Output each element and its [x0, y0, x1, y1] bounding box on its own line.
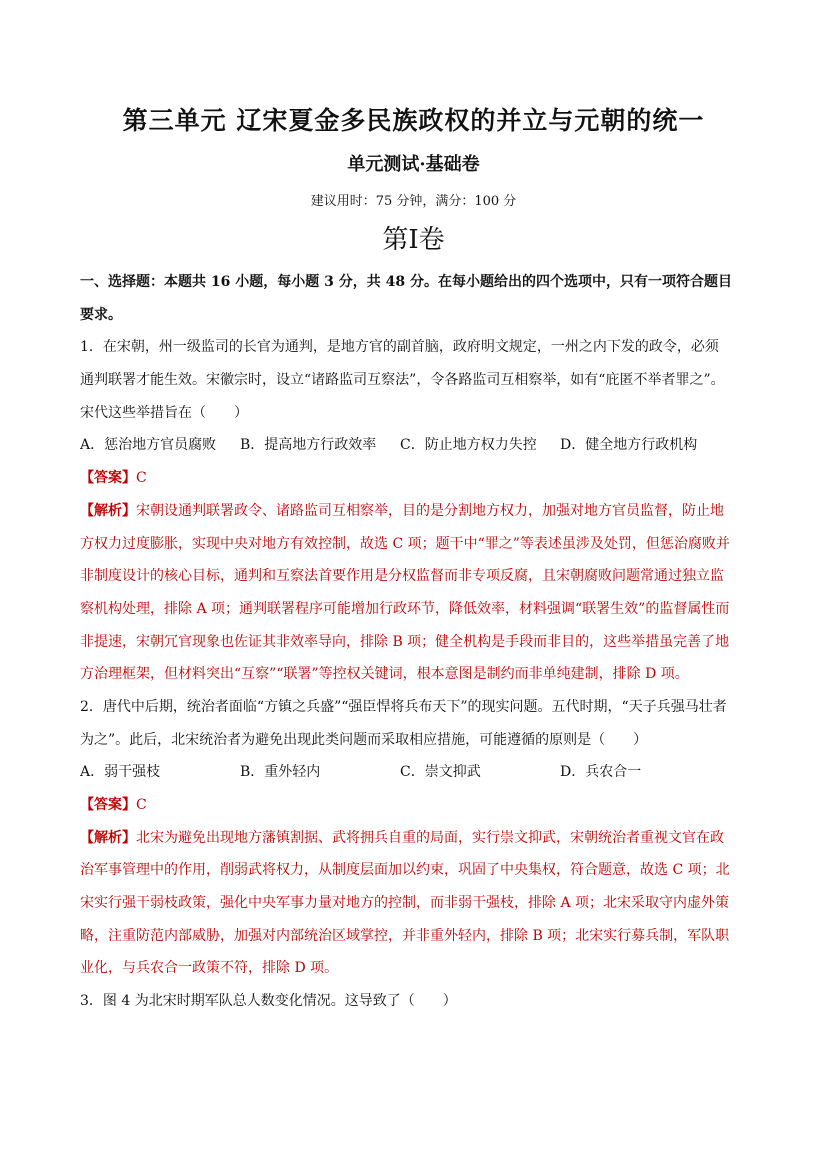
q2-analysis-line-4: 略，注重防范内部威胁，加强对内部统治区域掌控，并非重外轻内，排除 B 项；北宋实行募兵制，军队职	[80, 927, 730, 944]
q1-analysis-text-1: 宋朝设通判联署政令、诸路监司互相察举，目的是分割地方权力，加强对地方官员监督，防止地	[136, 502, 724, 519]
analysis-tag: 【解析】	[80, 502, 136, 519]
q2-stem-line-2: 为之”。此后，北宋统治者为避免出现此类问题而采取相应措施，可能遵循的原则是（ ）	[80, 731, 648, 748]
q2-option-d: D．兵农合一	[560, 764, 642, 781]
time-and-score: 建议用时：75 分钟，满分：100 分	[310, 194, 517, 209]
q1-stem-line-1: 1．在宋朝，州一级监司的长官为通判，是地方官的副首脑，政府明文规定，一州之内下发的政令，必须	[80, 339, 719, 356]
q1-analysis-line-6: 方治理框架，但材料突出“互察”“联署”等控权关键词，根本意图是制约而非单纯建制，排除 D 项。	[80, 666, 689, 683]
q1-answer-value: C	[136, 470, 147, 487]
section-heading: 第Ⅰ卷	[382, 225, 445, 255]
q1-option-a: A．惩治地方官员腐败	[80, 437, 217, 454]
q1-stem-line-3: 宋代这些举措旨在（ ）	[80, 404, 248, 421]
q2-analysis-line-5: 业化，与兵农合一政策不符，排除 D 项。	[80, 960, 339, 977]
q1-answer	[80, 462, 748, 495]
unit-title: 第三单元 辽宋夏金多民族政权的并立与元朝的统一	[122, 106, 705, 135]
q1-option-b: B．提高地方行政效率	[240, 437, 377, 454]
q2-analysis-text-1: 北宋为避免出现地方藩镇割据、武将拥兵自重的局面，实行崇文抑武，宋朝统治者重视文官在政	[136, 829, 724, 846]
q2-answer-value: C	[136, 797, 147, 813]
q2-analysis-line-3: 宋实行强干弱枝政策，强化中央军事力量对地方的控制，而非弱干强枝，排除 A 项；北宋采取守内虚外策	[80, 895, 730, 912]
q2-analysis-line-2: 治军事管理中的作用，削弱武将权力，从制度层面加以约束，巩固了中央集权，符合题意，故选 C 项；北	[80, 862, 730, 879]
q1-option-d: D．健全地方行政机构	[560, 437, 698, 454]
q2-analysis-line-1	[80, 822, 748, 855]
q1-analysis-line-4: 察机构处理，排除 A 项；通判联署程序可能增加行政环节，降低效率，材料强调“联署生效”的监督属性而	[80, 600, 730, 617]
q1-analysis-line-5: 非提速，宋朝冗官现象也佐证其非效率导向，排除 B 项；健全机构是手段而非目的，这些举措虽完善了地	[80, 633, 730, 650]
q1-analysis-line-3: 非制度设计的核心目标，通判和互察法首要作用是分权监督而非专项反腐，且宋朝腐败问题常通过独立监	[80, 568, 724, 585]
analysis-tag: 【解析】	[80, 829, 136, 846]
document-body	[80, 266, 748, 1018]
q2-options	[80, 756, 748, 789]
q1-options	[80, 429, 748, 462]
q2-option-a: A．弱干强枝	[80, 764, 161, 781]
instructions-line-2: 要求。	[80, 306, 122, 323]
q2-option-b: B．重外轻内	[240, 764, 321, 781]
q1-stem-line-2: 通判联署才能生效。宋徽宗时，设立“诸路监司互察法”，令各路监司互相察举，如有“庇匿不举者罪之”。	[80, 372, 725, 389]
answer-tag: 【答案】	[80, 797, 136, 813]
q1-option-c: C．防止地方权力失控	[400, 437, 537, 454]
q1-analysis-line-2: 方权力过度膨胀，实现中央对地方有效控制，故选 C 项；题干中“罪之”等表述虽涉及处罚，但惩治腐败并	[80, 535, 730, 552]
answer-tag: 【答案】	[80, 470, 136, 487]
instructions-line-1: 一、选择题：本题共 16 小题，每小题 3 分，共 48 分。在每小题给出的四个选项中，只有一项符合题目	[80, 274, 732, 290]
test-subtitle: 单元测试·基础卷	[347, 154, 480, 175]
q2-option-c: C．崇文抑武	[400, 764, 481, 781]
q2-stem-line-1: 2．唐代中后期，统治者面临“方镇之兵盛”“强臣悍将兵布天下”的现实问题。五代时期，“天子兵强马壮者	[80, 698, 727, 715]
q2-answer	[80, 789, 748, 822]
q3-stem: 3．图 4 为北宋时期军队总人数变化情况。这导致了（ ）	[80, 993, 457, 1010]
q1-analysis-line-1	[80, 495, 748, 528]
